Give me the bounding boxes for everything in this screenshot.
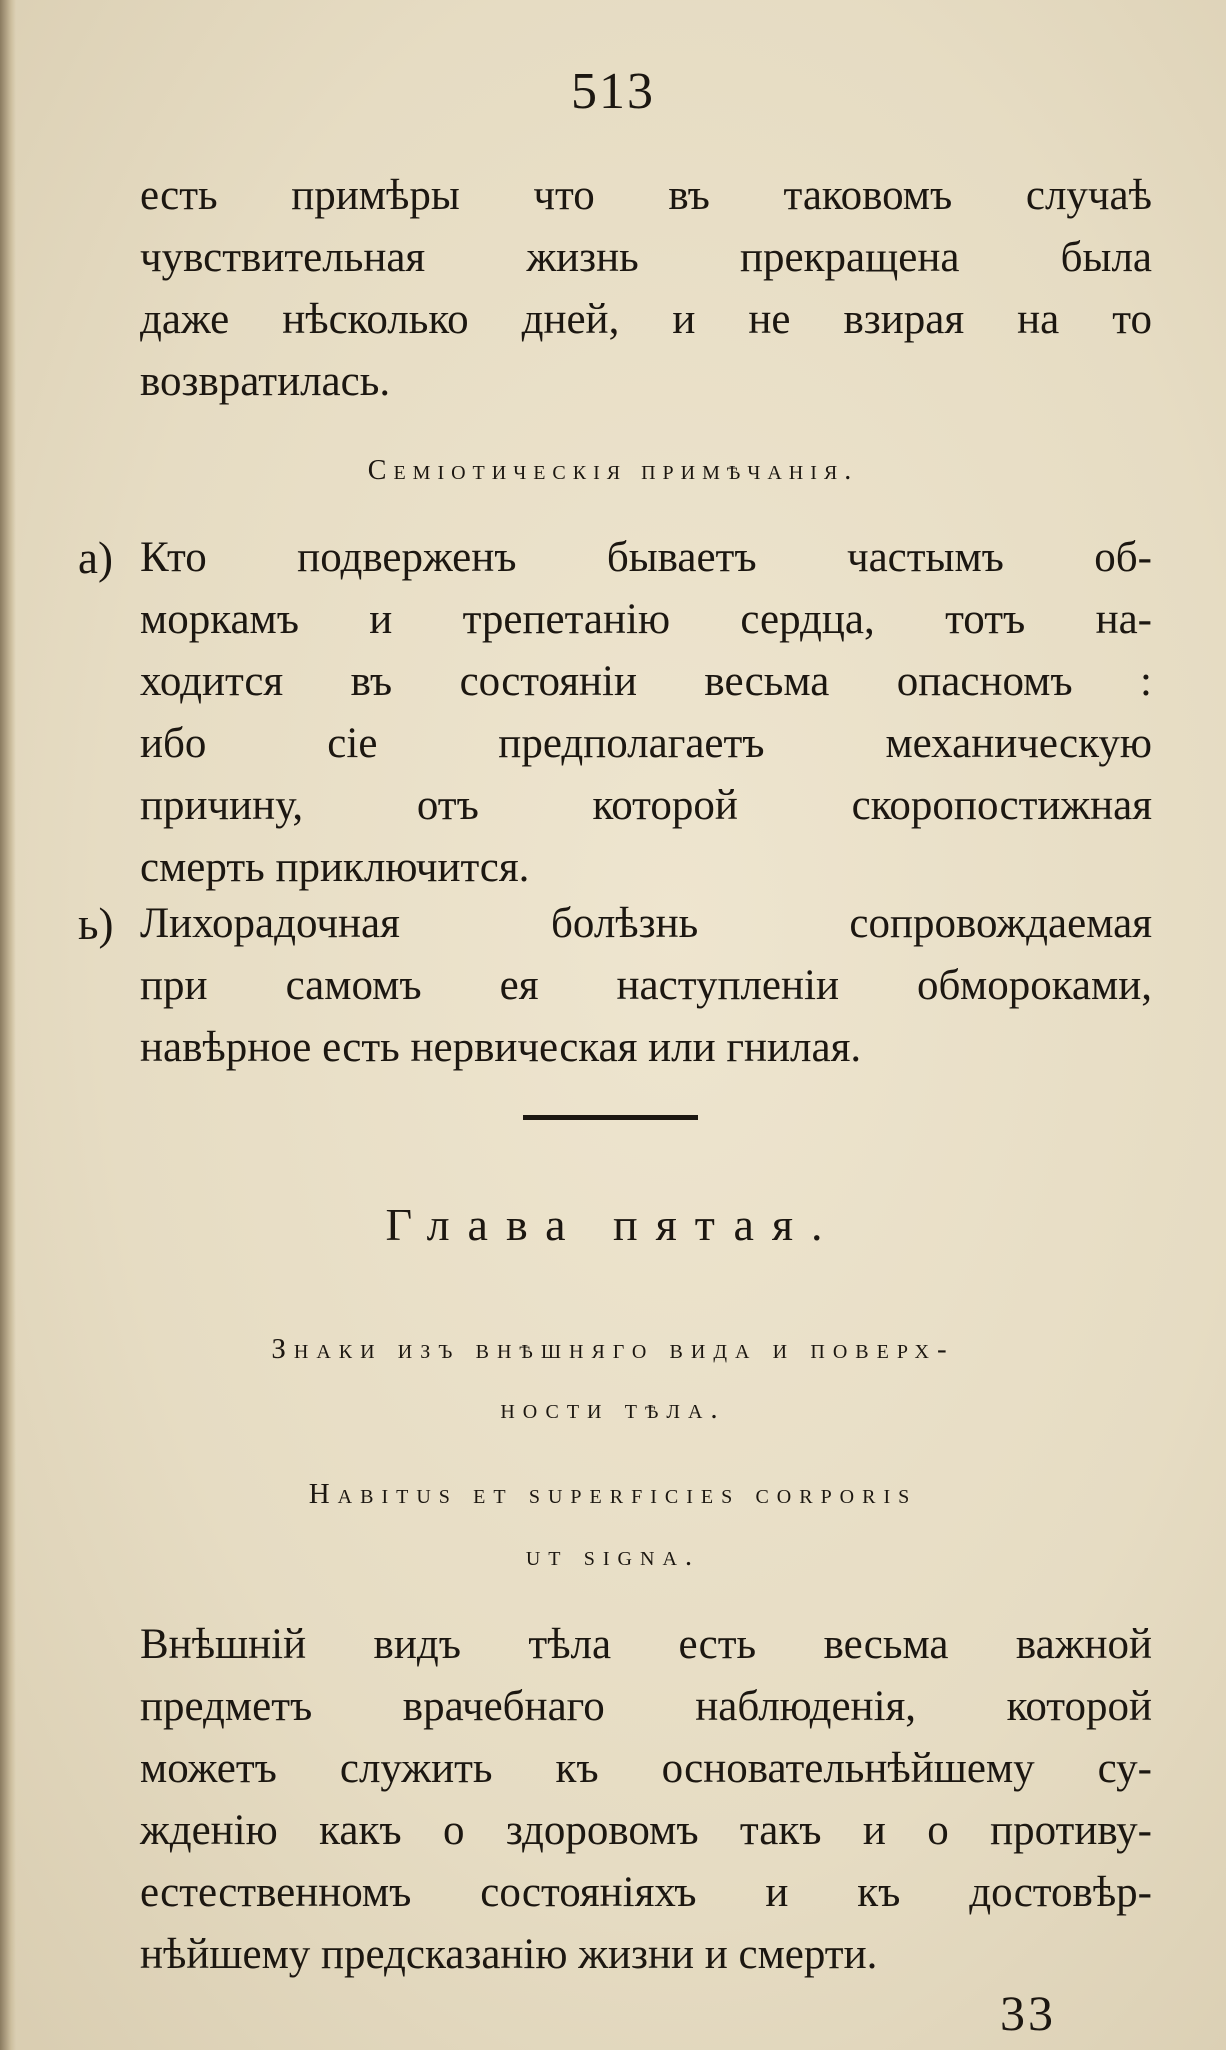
chapter-body-paragraph [140,1614,1152,1986]
text-line: причину, отъ которой скоропостижная [140,782,1152,829]
intro-paragraph [140,165,1152,413]
subheading-la-line-2: ut signa. [525,1540,701,1572]
subheading-la-line-1: Habitus et superficies corporis [308,1478,918,1510]
subheading-ru-line-1: Знаки изъ внѣшняго вида и поверх- [271,1333,955,1365]
text-line: возвратилась. [140,358,391,405]
page-number: 513 [571,63,655,120]
text-line: жденію какъ о здоровомъ такъ и о противу- [140,1807,1152,1854]
note-a [140,527,1152,899]
text-line: Лихорадочная болѣзнь сопровождаемая [140,900,1152,947]
text-line: даже нѣсколько дней, и не взирая на то [140,296,1152,343]
text-line: при самомъ ея наступленіи обмороками, [140,962,1152,1009]
text-line: моркамъ и трепетанію сердца, тотъ на- [140,596,1152,643]
catchword-signature: 33 [1000,1985,1056,2041]
page-gutter-shadow [0,0,16,2050]
section-divider [523,1115,698,1120]
text-line: можетъ служить къ основательнѣйшему су- [140,1745,1152,1792]
text-line: смерть приключится. [140,844,530,891]
text-line: ходится въ состояніи весьма опасномъ : [140,658,1152,705]
chapter-title: Глава пятая. [385,1199,841,1250]
notes-heading: Семіотическія примѣчанія. [367,455,859,486]
subheading-ru-line-2: ности тѣла. [500,1393,726,1425]
text-line: Внѣшній видъ тѣла есть весьма важной [140,1621,1152,1668]
text-line: навѣрное есть нервическая или гнилая. [140,1024,862,1071]
text-line: предметъ врачебнаго наблюденія, которой [140,1683,1152,1730]
text-line: есть примѣры что въ таковомъ случаѣ [140,172,1152,219]
text-line: ибо сіе предполагаетъ механическую [140,720,1152,767]
text-line: нѣйшему предсказанію жизни и смерти. [140,1931,878,1978]
note-label-b: ь) [78,899,114,949]
text-line: Кто подверженъ бываетъ частымъ об- [140,534,1152,581]
note-label-a: a) [78,533,113,583]
note-b [140,893,1152,1079]
text-line: чувствительная жизнь прекращена была [140,234,1152,281]
text-line: естественномъ состояніяхъ и къ достовѣр- [140,1869,1152,1916]
